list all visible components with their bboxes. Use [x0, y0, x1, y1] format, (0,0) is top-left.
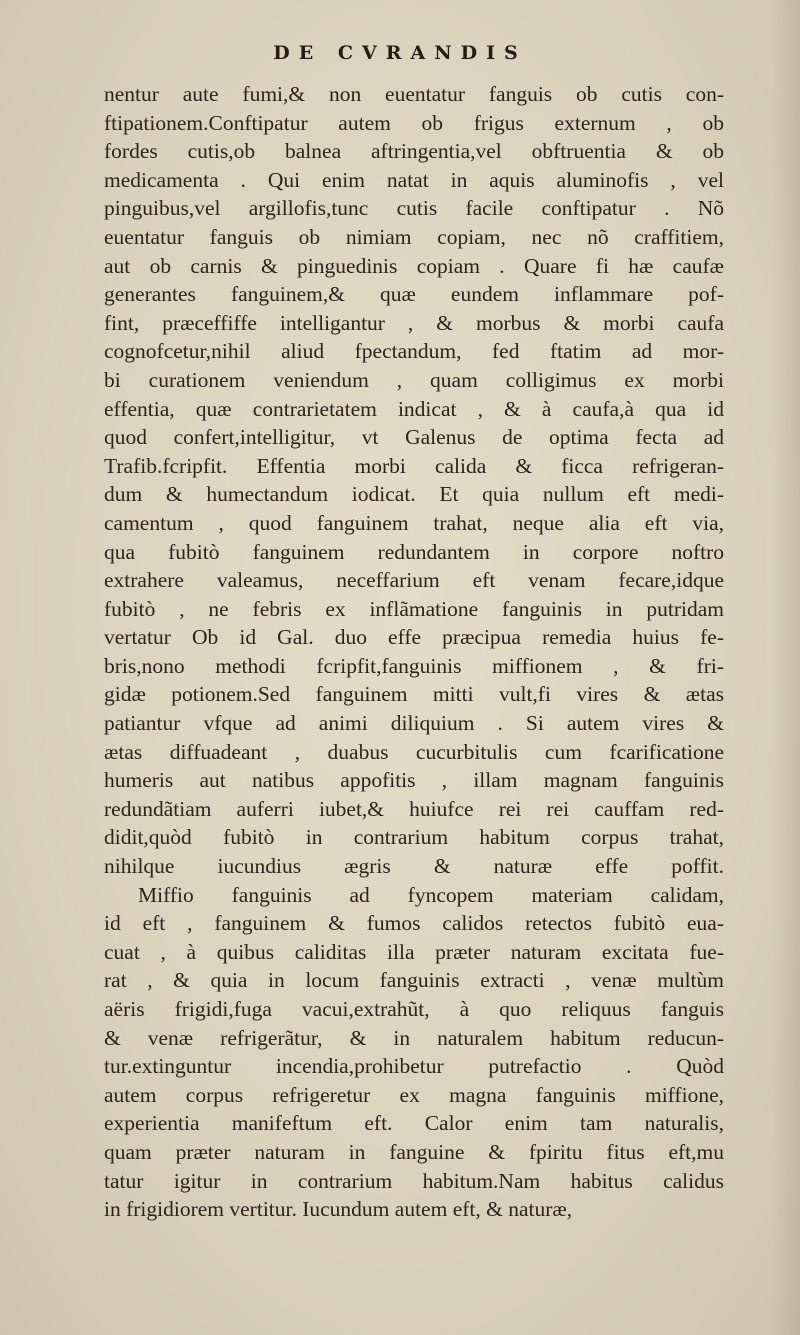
text-line: id eft , fanguinem & fumos calidos retectos fubitò eua-: [104, 911, 724, 936]
text-line: ftipationem.Conftipatur autem ob frigus externum , ob: [104, 110, 724, 135]
text-line: quod confert,intelligitur, vt Galenus de optima fecta ad: [104, 425, 724, 450]
text-line: autem corpus refrigeretur ex magna fanguinis miffione,: [104, 1082, 724, 1107]
text-line: fint, præceffiffe intelligantur , & morbus & morbi caufa: [104, 310, 724, 335]
text-line: aut ob carnis & pinguedinis copiam . Quare fi hæ caufæ: [104, 253, 724, 278]
text-line: in frigidiorem vertitur. Iucundum autem eft, & naturæ,: [104, 1197, 573, 1222]
body-text: [104, 80, 724, 1224]
running-head: DE CVRANDIS: [273, 42, 527, 64]
text-line: fordes cutis,ob balnea aftringentia,vel obftruentia & ob: [104, 139, 724, 164]
text-line: didit,quòd fubitò in contrarium habitum corpus trahat,: [104, 825, 724, 850]
text-line: gidæ potionem.Sed fanguinem mitti vult,fi vires & ætas: [104, 682, 724, 707]
text-line: fubitò , ne febris ex inflãmatione fanguinis in putridam: [104, 596, 724, 621]
text-line: camentum , quod fanguinem trahat, neque alia eft via,: [104, 510, 724, 535]
text-line: humeris aut natibus appofitis , illam magnam fanguinis: [104, 768, 724, 793]
text-line: dum & humectandum iodicat. Et quia nullum eft medi-: [104, 482, 724, 507]
text-line: effentia, quæ contrarietatem indicat , & à caufa,à qua id: [104, 396, 724, 421]
text-line: vertatur Ob id Gal. duo effe præcipua remedia huius fe-: [104, 625, 724, 650]
text-line: patiantur vfque ad animi diliquium . Si autem vires &: [104, 711, 724, 736]
text-line: & venæ refrigerãtur, & in naturalem habitum reducun-: [104, 1025, 724, 1050]
text-line: Trafib.fcripfit. Effentia morbi calida & ficca refrigeran-: [104, 453, 724, 478]
text-line: qua fubitò fanguinem redundantem in corpore noftro: [104, 539, 724, 564]
text-line: aëris frigidi,fuga vacui,extrahũt, à quo reliquus fanguis: [104, 997, 724, 1021]
text-line: cognofcetur,nihil aliud fpectandum, fed ftatim ad mor-: [104, 339, 724, 364]
text-line: rat , & quia in locum fanguinis extracti , venæ multùm: [104, 968, 724, 993]
text-line: generantes fanguinem,& quæ eundem inflammare pof-: [104, 282, 724, 307]
text-line: bris,nono methodi fcripfit,fanguinis miffionem , & fri-: [104, 653, 724, 678]
text-line: Miffio fanguinis ad fyncopem materiam calidam,: [138, 882, 724, 907]
text-line: ætas diffuadeant , duabus cucurbitulis cum fcarificatione: [104, 739, 724, 764]
text-line: pinguibus,vel argillofis,tunc cutis facile conftipatur . Nõ: [104, 196, 724, 221]
text-line: quam præter naturam in fanguine & fpiritu fitus eft,mu: [104, 1139, 724, 1164]
text-line: tur.extinguntur incendia,prohibetur putrefactio . Quòd: [104, 1054, 724, 1079]
text-line: nentur aute fumi,& non euentatur fanguis ob cutis con-: [104, 82, 724, 106]
text-line: extrahere valeamus, neceffarium eft venam fecare,idque: [104, 568, 724, 593]
text-line: euentatur fanguis ob nimiam copiam, nec nõ craffitiem,: [104, 224, 724, 249]
text-line: redundãtiam auferri iubet,& huiufce rei rei cauffam red-: [104, 796, 724, 821]
text-line: experientia manifeftum eft. Calor enim tam naturalis,: [104, 1111, 724, 1136]
text-line: nihilque iucundius ægris & naturæ effe poffit.: [104, 854, 724, 879]
text-line: bi curationem veniendum , quam colligimus ex morbi: [104, 367, 724, 392]
text-line: cuat , à quibus caliditas illa præter naturam excitata fue-: [104, 939, 724, 964]
text-line: medicamenta . Qui enim natat in aquis aluminofis , vel: [104, 167, 724, 192]
text-line: tatur igitur in contrarium habitum.Nam habitus calidus: [104, 1168, 724, 1193]
